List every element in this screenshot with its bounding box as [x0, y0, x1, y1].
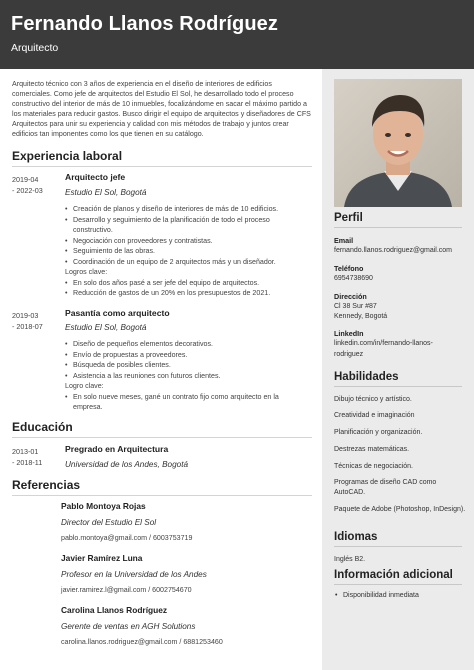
- job-duty-continued: constructivo.: [73, 226, 113, 234]
- skill-item: Creatividad e imaginación: [334, 412, 415, 419]
- skill-item: Dibujo técnico y artístico.: [334, 396, 412, 403]
- reference-name: Javier Ramírez Luna: [61, 553, 143, 563]
- candidate-name: Fernando Llanos Rodríguez: [11, 13, 278, 35]
- job-achievement-continued: empresa.: [73, 403, 103, 411]
- email-label: Email: [334, 236, 354, 245]
- job-company: Estudio El Sol, Bogotá: [65, 323, 147, 332]
- section-title-languages: Idiomas: [334, 531, 462, 547]
- education-school: Universidad de los Andes, Bogotá: [65, 460, 189, 469]
- job-date-end: - 2022-03: [12, 186, 43, 195]
- linkedin-link-continued[interactable]: rodriguez: [334, 351, 364, 358]
- job-duty: • Envío de propuestas a proveedores.: [65, 350, 315, 361]
- reference-name: Pablo Montoya Rojas: [61, 501, 146, 511]
- reference-contact: javier.ramirez.l@gmail.com / 6002754670: [61, 586, 192, 594]
- job-achievement: • En solo nueve meses, gané un contrato fijo como arquitecto en la: [65, 392, 315, 403]
- reference-contact: pablo.montoya@gmail.com / 6003753719: [61, 534, 193, 542]
- section-title-experience: Experiencia laboral: [12, 149, 312, 167]
- language-item: Inglés B2.: [334, 556, 366, 563]
- job-duty: • Negociación con proveedores y contratistas.: [65, 236, 315, 247]
- reference-role: Profesor en la Universidad de los Andes: [61, 570, 207, 579]
- reference-entry: [61, 501, 316, 543]
- section-title-education: Educación: [12, 420, 312, 438]
- reference-role: Director del Estudio El Sol: [61, 518, 157, 527]
- job-duty: • Diseño de pequeños elementos decorativos.: [65, 339, 315, 350]
- section-title-skills: Habilidades: [334, 371, 462, 387]
- address-label: Dirección: [334, 292, 367, 301]
- job-company: Estudio El Sol, Bogotá: [65, 188, 147, 197]
- job-achievement: • Reducción de gastos de un 20% en los presupuestos de 2021.: [65, 288, 315, 299]
- candidate-role: Arquitecto: [11, 42, 59, 54]
- job-dates: [12, 310, 43, 332]
- job-duty: • Creación de planos y diseño de interiores de más de 10 edificios.: [65, 204, 315, 215]
- job-achievements-label: Logro clave:: [65, 382, 104, 390]
- profile-photo-icon: [334, 79, 462, 207]
- summary-text: Arquitecto técnico con 3 años de experiencia en el diseño de interiores de edificios comerciales. Como jefe de arquitectos del Estudio El Sol, he desarrollado todo el proceso constructivo del interior de más de 10 inmuebles, focalizándome en sacar el máximo partido a los materiales para reducir gastos. Busco dirigir el equipo de arquitectos y diseñadores de CFS Arquitectos para unir su experiencia y calidad con mis métodos de trabajo y juntos crear edificios tan imponentes como los que tienen en su catálogo.: [12, 80, 311, 139]
- reference-entry: [61, 553, 316, 595]
- additional-item: • Disponibilidad inmediata: [334, 592, 419, 599]
- job-duty: • Coordinación de un equipo de 2 arquitectos más y un diseñador.: [65, 257, 315, 268]
- section-title-references: Referencias: [12, 478, 312, 496]
- job-title: Arquitecto jefe: [65, 172, 126, 182]
- job-date-start: 2019-04: [12, 175, 39, 184]
- reference-contact: carolina.llanos.rodriguez@gmail.com / 6881253460: [61, 638, 223, 646]
- job-dates: [12, 174, 43, 196]
- skill-item: Programas de diseño CAD como AutoCAD.: [334, 479, 437, 496]
- job-date-end: - 2018-07: [12, 322, 43, 331]
- job-duty: • Búsqueda de posibles clientes.: [65, 360, 315, 371]
- job-duty: • Desarrollo y seguimiento de la planificación de todo el proceso: [65, 215, 315, 226]
- email-value[interactable]: fernando.llanos.rodriguez@gmail.com: [334, 247, 452, 254]
- main-column: [0, 69, 322, 670]
- education-date-start: 2013-01: [12, 447, 39, 456]
- skill-item: Paquete de Adobe (Photoshop, InDesign).: [334, 506, 466, 513]
- resume-header: [0, 0, 474, 69]
- profile-photo: [334, 79, 462, 207]
- reference-role: Gerente de ventas en AGH Solutions: [61, 622, 196, 631]
- education-dates: [12, 446, 42, 468]
- job-duties: [65, 204, 315, 299]
- skill-item: Destrezas matemáticas.: [334, 446, 410, 453]
- job-achievements-label: Logros clave:: [65, 268, 108, 276]
- section-title-additional: Información adicional: [334, 569, 462, 585]
- linkedin-link[interactable]: linkedin.com/in/fernando-llanos-: [334, 340, 433, 347]
- section-title-profile: Perfil: [334, 212, 462, 228]
- skill-item: Técnicas de negociación.: [334, 463, 413, 470]
- job-duties: [65, 339, 315, 413]
- skill-item: Planificación y organización.: [334, 429, 423, 436]
- job-title: Pasantía como arquitecto: [65, 308, 170, 318]
- reference-entry: [61, 605, 316, 647]
- phone-value: 6954738690: [334, 275, 373, 282]
- reference-name: Carolina Llanos Rodríguez: [61, 605, 168, 615]
- sidebar: [322, 69, 474, 670]
- address-line: Cl 38 Sur #87: [334, 303, 377, 310]
- job-date-start: 2019-03: [12, 311, 39, 320]
- job-duty: • Asistencia a las reuniones con futuros clientes.: [65, 371, 315, 382]
- address-line: Kennedy, Bogotá: [334, 313, 388, 320]
- education-date-end: - 2018-11: [12, 458, 43, 467]
- job-achievement: • En solo dos años pasé a ser jefe del equipo de arquitectos.: [65, 278, 315, 289]
- linkedin-label: LinkedIn: [334, 329, 364, 338]
- job-duty: • Seguimiento de las obras.: [65, 246, 315, 257]
- phone-label: Teléfono: [334, 264, 364, 273]
- education-degree: Pregrado en Arquitectura: [65, 444, 169, 454]
